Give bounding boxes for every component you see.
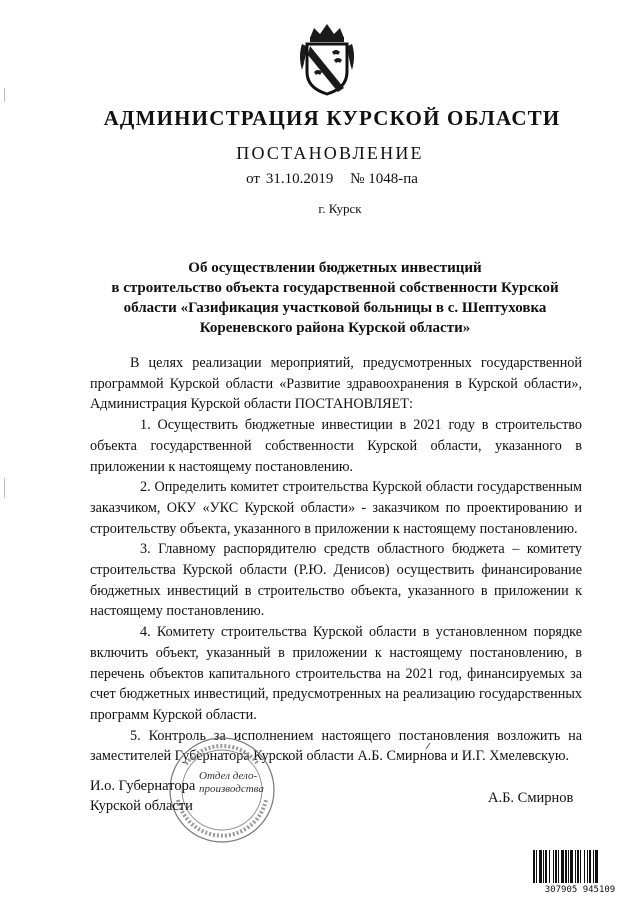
signature-position-line: Курской области bbox=[90, 798, 193, 814]
heading-line: в строительство объекта государственной собственности Курской bbox=[111, 280, 559, 296]
body-paragraph: 1. Осуществить бюджетные инвестиции в 2021 году в строительство объекта государственной собственности Курской области, указанного в приложении к настоящему постановлению. bbox=[90, 417, 582, 475]
body-paragraph: 4. Комитету строительства Курской области в установленном порядке включить объект, указанный в приложении к настоящему постановлению, в перечень объектов капитального строительства на 2021 год, финансируемых за счет бюджетных инвестиций, предусмотренных на реализацию государственных программ Курской области. bbox=[90, 624, 582, 723]
kursk-oblast-coat-of-arms-icon bbox=[296, 22, 358, 96]
document-body bbox=[90, 353, 582, 767]
body-paragraph: В целях реализации мероприятий, предусмотренных государственной программой Курской области «Развитие здравоохранения в Курской области», Администрация Курской области ПОСТАНОВЛЯЕТ: bbox=[90, 355, 582, 413]
org-title: АДМИНИСТРАЦИЯ КУРСКОЙ ОБЛАСТИ bbox=[103, 106, 561, 130]
document-number: № 1048-па bbox=[350, 171, 418, 187]
body-paragraph: 5. Контроль за исполнением настоящего постановления возложить на заместителей Губернатора Курской области А.Б. Смирнова и И.Г. Хмелевскую. bbox=[90, 727, 582, 765]
document-heading bbox=[100, 258, 570, 338]
city: г. Курск bbox=[318, 201, 362, 216]
document-date: 31.10.2019 bbox=[265, 171, 334, 187]
signature-position-line: И.о. Губернатора bbox=[90, 778, 196, 794]
scan-margin-mark bbox=[4, 478, 5, 498]
stamp-text: Отдел дело-производства bbox=[199, 770, 264, 795]
heading-line: Об осуществлении бюджетных инвестиций bbox=[188, 260, 482, 276]
body-paragraph: 2. Определить комитет строительства Курской области государственным заказчиком, ОКУ «УКС Курской области» - заказчиком по проектированию и строительству объекта, указанного в приложении к настоящему постановлению. bbox=[90, 479, 582, 537]
body-paragraph: 3. Главному распорядителю средств областного бюджета – комитету строительства Курской области (Р.Ю. Денисов) осуществить финансирование бюджетных инвестиций в строительство объекта, указанного в приложении к настоящему постановлению. bbox=[90, 541, 582, 620]
document-date-line bbox=[12, 171, 640, 188]
signature-position bbox=[90, 776, 195, 816]
barcode-number: 307905 945109 bbox=[544, 885, 616, 895]
pen-mark bbox=[424, 742, 432, 750]
scan-margin-mark bbox=[4, 88, 5, 102]
heading-line: Кореневского района Курской области» bbox=[199, 320, 471, 336]
heading-line: области «Газификация участковой больницы в с. Шептуховка bbox=[123, 300, 547, 316]
document-type: ПОСТАНОВЛЕНИЕ bbox=[236, 143, 424, 163]
date-prefix: от bbox=[246, 171, 260, 187]
barcode-icon bbox=[532, 850, 626, 886]
signatory-name: А.Б. Смирнов bbox=[488, 790, 574, 806]
